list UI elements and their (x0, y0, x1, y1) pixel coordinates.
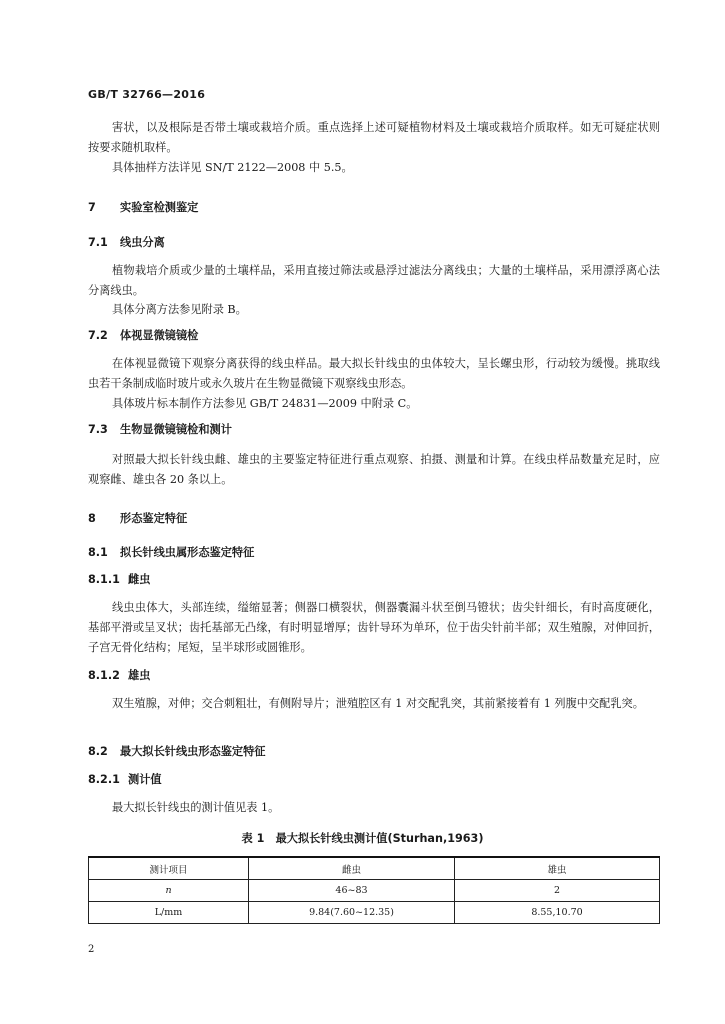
table-header-cell: 雄虫 (455, 857, 660, 880)
table-header-row (89, 857, 660, 880)
heading-number: 8.1.2 (88, 669, 120, 682)
heading-title: 生物显微镜镜检和测计 (120, 423, 232, 436)
table-row (89, 902, 660, 924)
table-caption: 表 1 最大拟长针线虫测计值(Sturhan,1963) (241, 832, 484, 845)
heading-number: 8.1 (88, 546, 108, 559)
paragraph-slide-appendix: 具体玻片标本制作方法参见 GB/T 24831—2009 中附录 C。 (112, 397, 418, 410)
heading-section-8-1-2 (88, 667, 150, 683)
heading-section-7-2 (88, 327, 198, 343)
paragraph-female-features: 线虫虫体大，头部连续，缢缩显著；侧器口横裂状，侧器囊漏斗状至倒马镫状；齿尖针细长，有时高度硬化，基部平滑或呈叉状；齿托基部无凸缘，有时明显增厚；齿针导环为单环，位于齿尖针前半部；双生殖腺，对伸回折，子宫无骨化结构；尾短，呈半球形或圆锥形。 (88, 601, 660, 654)
paragraph-stereo-microscope: 在体视显微镜下观察分离获得的线虫样品。最大拟长针线虫的虫体较大，呈长螺虫形，行动较为缓慢。挑取线虫若干条制成临时玻片或永久玻片在生物显微镜下观察线虫形态。 (88, 357, 660, 390)
heading-section-8-1 (88, 544, 254, 560)
heading-number: 8.2.1 (88, 773, 120, 786)
page-number: 2 (88, 944, 95, 955)
table-header-cell: 雌虫 (249, 857, 455, 880)
heading-number: 8.1.1 (88, 573, 120, 586)
table-cell: 2 (455, 880, 660, 902)
paragraph-biological-microscope: 对照最大拟长针线虫雌、雄虫的主要鉴定特征进行重点观察、拍摄、测量和计算。在线虫样品数量充足时，应观察雌、雄虫各 20 条以上。 (88, 453, 660, 486)
heading-section-7-3 (88, 421, 232, 437)
heading-section-8-2 (88, 743, 265, 759)
heading-section-7-1 (88, 234, 165, 250)
heading-title: 测计值 (128, 773, 162, 786)
table-cell: L/mm (89, 902, 249, 924)
heading-number: 7.3 (88, 423, 108, 436)
heading-title: 最大拟长针线虫形态鉴定特征 (120, 745, 266, 758)
heading-section-8-2-1 (88, 771, 162, 787)
paragraph-sampling-method: 具体抽样方法详见 SN/T 2122—2008 中 5.5。 (112, 161, 353, 174)
table-cell: 8.55,10.70 (455, 902, 660, 924)
heading-number: 7.1 (88, 236, 108, 249)
table-cell: 9.84(7.60~12.35) (249, 902, 455, 924)
paragraph-sampling-continued: 害状，以及根际是否带土壤或栽培介质。重点选择上述可疑植物材料及土壤或栽培介质取样。如无可疑症状则按要求随机取样。 (88, 121, 660, 154)
standard-number-header: GB/T 32766—2016 (88, 88, 206, 101)
paragraph-separation-appendix: 具体分离方法参见附录 B。 (112, 303, 247, 316)
heading-number: 8 (88, 512, 96, 525)
table-header-cell: 测计项目 (89, 857, 249, 880)
heading-title: 体视显微镜镜检 (120, 329, 199, 342)
heading-title: 雄虫 (128, 669, 151, 682)
heading-number: 7.2 (88, 329, 108, 342)
table-cell: 46~83 (249, 880, 455, 902)
heading-section-8-1-1 (88, 571, 150, 587)
heading-title: 形态鉴定特征 (120, 512, 188, 525)
measurement-table (88, 856, 660, 924)
heading-number: 7 (88, 201, 96, 214)
heading-number: 8.2 (88, 745, 108, 758)
paragraph-measurement-ref: 最大拟长针线虫的测计值见表 1。 (112, 801, 280, 814)
heading-title: 拟长针线虫属形态鉴定特征 (120, 546, 255, 559)
heading-section-8 (88, 510, 187, 526)
paragraph-nematode-separation: 植物栽培介质或少量的土壤样品，采用直接过筛法或悬浮过滤法分离线虫；大量的土壤样品，采用漂浮离心法分离线虫。 (88, 264, 660, 297)
heading-title: 线虫分离 (120, 236, 165, 249)
heading-title: 实验室检测鉴定 (120, 201, 199, 214)
heading-title: 雌虫 (128, 573, 151, 586)
heading-section-7 (88, 199, 198, 215)
paragraph-male-features: 双生殖腺，对伸；交合刺粗壮，有侧附导片；泄殖腔区有 1 对交配乳突，其前紧接着有 1 列腹中交配乳突。 (112, 697, 644, 710)
table-row (89, 880, 660, 902)
table-cell: n (89, 880, 249, 902)
